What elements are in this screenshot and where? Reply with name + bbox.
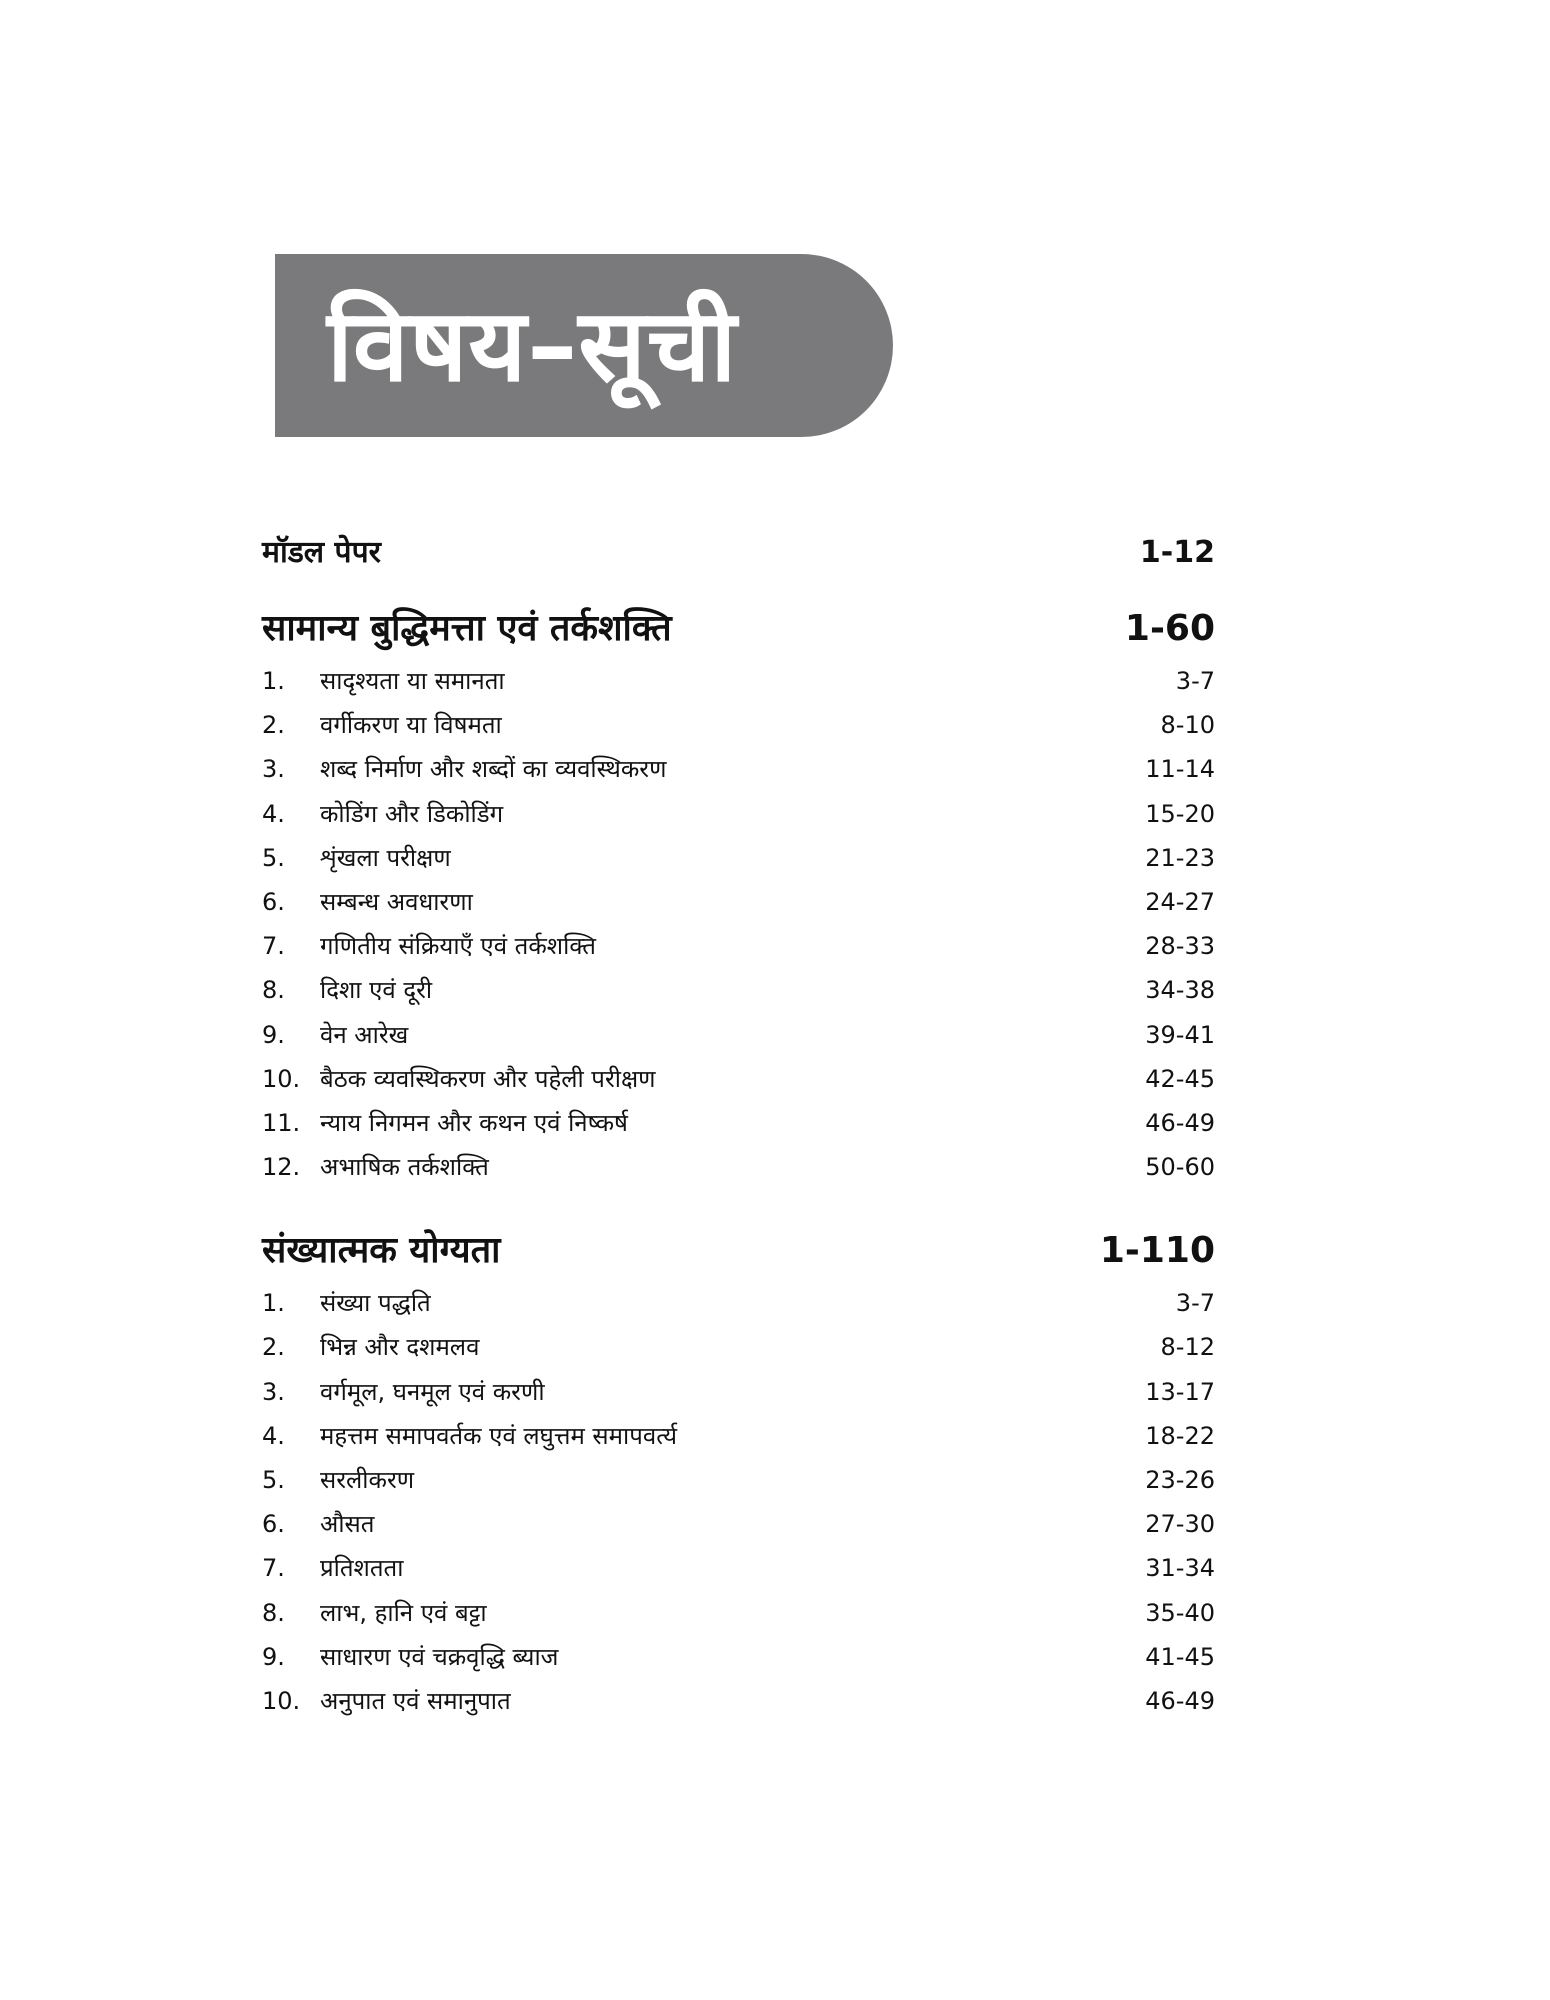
item-title: दिशा एवं दूरी: [320, 976, 433, 1005]
toc-item[interactable]: [262, 1551, 1215, 1595]
item-pages: 31-34: [1145, 1554, 1215, 1583]
item-pages: 27-30: [1145, 1510, 1215, 1539]
item-title: संख्या पद्धति: [320, 1289, 431, 1318]
toc-item[interactable]: [262, 1330, 1215, 1374]
toc-item[interactable]: [262, 1640, 1215, 1684]
item-pages: 23-26: [1145, 1466, 1215, 1494]
toc-item[interactable]: [262, 664, 1215, 708]
item-title: अनुपात एवं समानुपात: [320, 1686, 511, 1715]
item-number: 4.: [262, 1421, 285, 1450]
item-number: 3.: [262, 755, 285, 784]
item-pages: 15-20: [1145, 799, 1215, 828]
toc-item[interactable]: [262, 752, 1215, 796]
item-number: 8.: [262, 1598, 285, 1627]
item-pages: 50-60: [1145, 1153, 1215, 1182]
toc-item[interactable]: [262, 1375, 1215, 1419]
item-title: औसत: [320, 1510, 375, 1539]
model-paper-pages: 1-12: [1139, 535, 1215, 570]
item-title: वर्गीकरण या विषमता: [320, 711, 502, 740]
item-title: सादृश्यता या समानता: [320, 667, 505, 695]
item-title: अभाषिक तर्कशक्ति: [320, 1153, 489, 1182]
item-number: 10.: [262, 1686, 301, 1715]
toc-item[interactable]: [262, 1106, 1215, 1150]
item-pages: 39-41: [1145, 1020, 1215, 1049]
item-number: 5.: [262, 1466, 285, 1494]
item-number: 9.: [262, 1642, 285, 1671]
item-number: 11.: [262, 1108, 301, 1137]
model-paper-title: मॉडल पेपर: [262, 535, 381, 570]
toc-item[interactable]: [262, 1286, 1215, 1330]
item-pages: 3-7: [1175, 1289, 1215, 1318]
item-title: कोडिंग और डिकोडिंग: [320, 799, 504, 828]
item-pages: 35-40: [1145, 1598, 1215, 1627]
toc-item[interactable]: [262, 708, 1215, 752]
toc-item[interactable]: [262, 929, 1215, 973]
item-pages: 34-38: [1145, 976, 1215, 1005]
toc-item[interactable]: [262, 1596, 1215, 1640]
item-number: 7.: [262, 932, 285, 961]
item-pages: 11-14: [1145, 755, 1215, 784]
item-title: गणितीय संक्रियाएँ एवं तर्कशक्ति: [320, 932, 596, 961]
section-title: सामान्य बुद्धिमत्ता एवं तर्कशक्ति: [262, 608, 672, 649]
item-number: 1.: [262, 667, 285, 695]
item-pages: 21-23: [1145, 843, 1215, 872]
item-title: लाभ, हानि एवं बट्टा: [320, 1598, 487, 1627]
item-pages: 13-17: [1145, 1377, 1215, 1406]
item-number: 3.: [262, 1377, 285, 1406]
item-pages: 46-49: [1145, 1686, 1215, 1715]
toc-item[interactable]: [262, 797, 1215, 841]
item-pages: 18-22: [1145, 1421, 1215, 1450]
toc-item[interactable]: [262, 1150, 1215, 1194]
item-title: शृंखला परीक्षण: [320, 843, 451, 872]
item-title: महत्तम समापवर्तक एवं लघुत्तम समापवर्त्य: [320, 1421, 678, 1450]
item-title: न्याय निगमन और कथन एवं निष्कर्ष: [320, 1108, 628, 1137]
toc-item[interactable]: [262, 1463, 1215, 1507]
item-title: साधारण एवं चक्रवृद्धि ब्याज: [320, 1642, 559, 1671]
item-pages: 46-49: [1145, 1108, 1215, 1137]
item-number: 6.: [262, 887, 285, 916]
item-title: बैठक व्यवस्थिकरण और पहेली परीक्षण: [320, 1064, 656, 1093]
item-number: 9.: [262, 1020, 285, 1049]
title-banner: [275, 254, 893, 437]
item-pages: 8-12: [1160, 1333, 1215, 1362]
item-pages: 24-27: [1145, 887, 1215, 916]
toc-item[interactable]: [262, 1062, 1215, 1106]
section-heading-reasoning[interactable]: [262, 602, 1215, 664]
item-number: 10.: [262, 1064, 301, 1093]
section-pages: 1-110: [1099, 1230, 1215, 1272]
page-title: विषय–सूची: [327, 286, 738, 404]
toc-item[interactable]: [262, 1684, 1215, 1728]
toc-item[interactable]: [262, 973, 1215, 1017]
item-number: 8.: [262, 976, 285, 1005]
item-title: शब्द निर्माण और शब्दों का व्यवस्थिकरण: [320, 755, 667, 784]
item-number: 4.: [262, 799, 285, 828]
toc-item[interactable]: [262, 885, 1215, 929]
item-number: 6.: [262, 1510, 285, 1539]
item-title: सम्बन्ध अवधारणा: [320, 887, 473, 916]
item-number: 5.: [262, 843, 285, 872]
section-title: संख्यात्मक योग्यता: [262, 1230, 501, 1272]
item-pages: 28-33: [1145, 932, 1215, 961]
toc-item[interactable]: [262, 1018, 1215, 1062]
item-title: वेन आरेख: [320, 1020, 409, 1049]
item-pages: 42-45: [1145, 1064, 1215, 1093]
item-title: प्रतिशतता: [320, 1554, 404, 1583]
item-number: 1.: [262, 1289, 285, 1318]
item-number: 2.: [262, 1333, 285, 1362]
toc-item[interactable]: [262, 1507, 1215, 1551]
item-number: 12.: [262, 1153, 301, 1182]
item-title: भिन्न और दशमलव: [320, 1333, 480, 1362]
section-pages: 1-60: [1124, 608, 1215, 649]
item-number: 2.: [262, 711, 285, 740]
table-of-contents: [262, 530, 1215, 1728]
toc-item[interactable]: [262, 1419, 1215, 1463]
item-title: वर्गमूल, घनमूल एवं करणी: [320, 1377, 545, 1406]
item-pages: 41-45: [1145, 1642, 1215, 1671]
section-heading-quantitative[interactable]: [262, 1224, 1215, 1286]
item-title: सरलीकरण: [320, 1466, 415, 1494]
item-number: 7.: [262, 1554, 285, 1583]
toc-item[interactable]: [262, 841, 1215, 885]
item-pages: 8-10: [1160, 711, 1215, 740]
item-pages: 3-7: [1175, 667, 1215, 695]
model-paper-row[interactable]: [262, 530, 1215, 580]
